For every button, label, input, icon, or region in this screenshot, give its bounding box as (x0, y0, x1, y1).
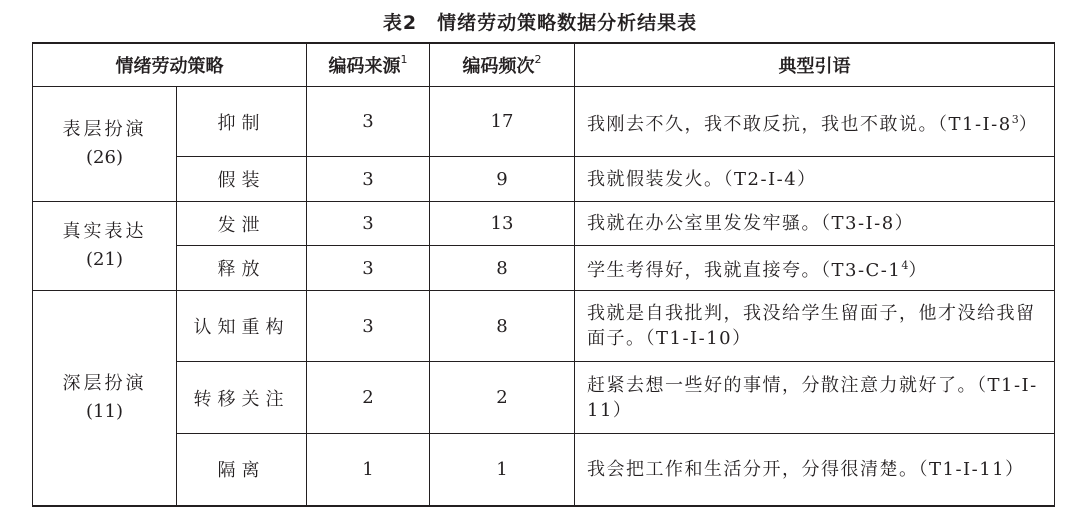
frequency-cell: 17 (430, 87, 575, 157)
table-row (33, 362, 1055, 434)
sub-strategy-cell: 抑制 (177, 87, 307, 157)
source-cell: 2 (307, 362, 430, 434)
sub-strategy-cell: 转移关注 (177, 362, 307, 434)
group-cell (33, 202, 177, 291)
quote-cell: 我就是自我批判，我没给学生留面子，他才没给我留面子。（T1-I-10） (575, 291, 1055, 362)
group-cell (33, 87, 177, 202)
source-cell: 3 (307, 202, 430, 246)
sub-strategy-cell: 发泄 (177, 202, 307, 246)
header-frequency: 编码频次$^2$ (430, 43, 575, 87)
group-name: 深层扮演 (62, 372, 147, 394)
sub-strategy-cell: 隔离 (177, 434, 307, 506)
table-caption: 表2 情绪劳动策略数据分析结果表 (382, 12, 698, 34)
frequency-cell: 8 (430, 291, 575, 362)
sub-strategy-cell: 释放 (177, 246, 307, 291)
source-cell: 3 (307, 246, 430, 291)
header-source: 编码来源$^1$ (307, 43, 430, 87)
table-row (33, 202, 1055, 246)
frequency-cell: 13 (430, 202, 575, 246)
group-count: (11) (86, 400, 123, 422)
source-cell: 3 (307, 157, 430, 202)
quote-footnote: 3 (1011, 112, 1019, 126)
group-name: 表层扮演 (62, 119, 147, 140)
source-cell: 1 (307, 434, 430, 506)
quote-cell: 赶紧去想一些好的事情，分散注意力就好了。（T1-I-11） (575, 362, 1055, 434)
quote-cell: 我就假装发火。（T2-I-4） (575, 157, 1055, 202)
frequency-cell: 2 (430, 362, 575, 434)
table-row (33, 157, 1055, 202)
header-quote: 典型引语 (575, 43, 1055, 87)
quote-cell: 学生考得好，我就直接夸。$(T3-C-1^4)$ (575, 246, 1055, 291)
table-row (33, 291, 1055, 362)
frequency-cell: 1 (430, 434, 575, 506)
group-count: (21) (86, 249, 123, 270)
quote-cell: 我就在办公室里发发牢骚。（T3-I-8） (575, 202, 1055, 246)
header-frequency-footnote: 2 (534, 53, 542, 66)
quote-footnote: 4 (901, 259, 909, 272)
group-count: (26) (86, 147, 123, 168)
quote-cell: 我刚去不久，我不敢反抗，我也不敢说。$(T1-I-8^3)$ (575, 87, 1055, 157)
group-cell (33, 291, 177, 506)
sub-strategy-cell: 假装 (177, 157, 307, 202)
frequency-cell: 9 (430, 157, 575, 202)
header-row (33, 43, 1055, 87)
header-source-footnote: 1 (400, 53, 408, 66)
frequency-cell: 8 (430, 246, 575, 291)
header-strategy: 情绪劳动策略 (33, 43, 307, 87)
source-cell: 3 (307, 291, 430, 362)
group-name: 真实表达 (62, 221, 147, 242)
table-row (33, 434, 1055, 506)
sub-strategy-cell: 认知重构 (177, 291, 307, 362)
quote-cell: 我会把工作和生活分开，分得很清楚。（T1-I-11） (575, 434, 1055, 506)
source-cell: 3 (307, 87, 430, 157)
table-row (33, 87, 1055, 157)
table-row (33, 246, 1055, 291)
data-table (32, 42, 1055, 507)
